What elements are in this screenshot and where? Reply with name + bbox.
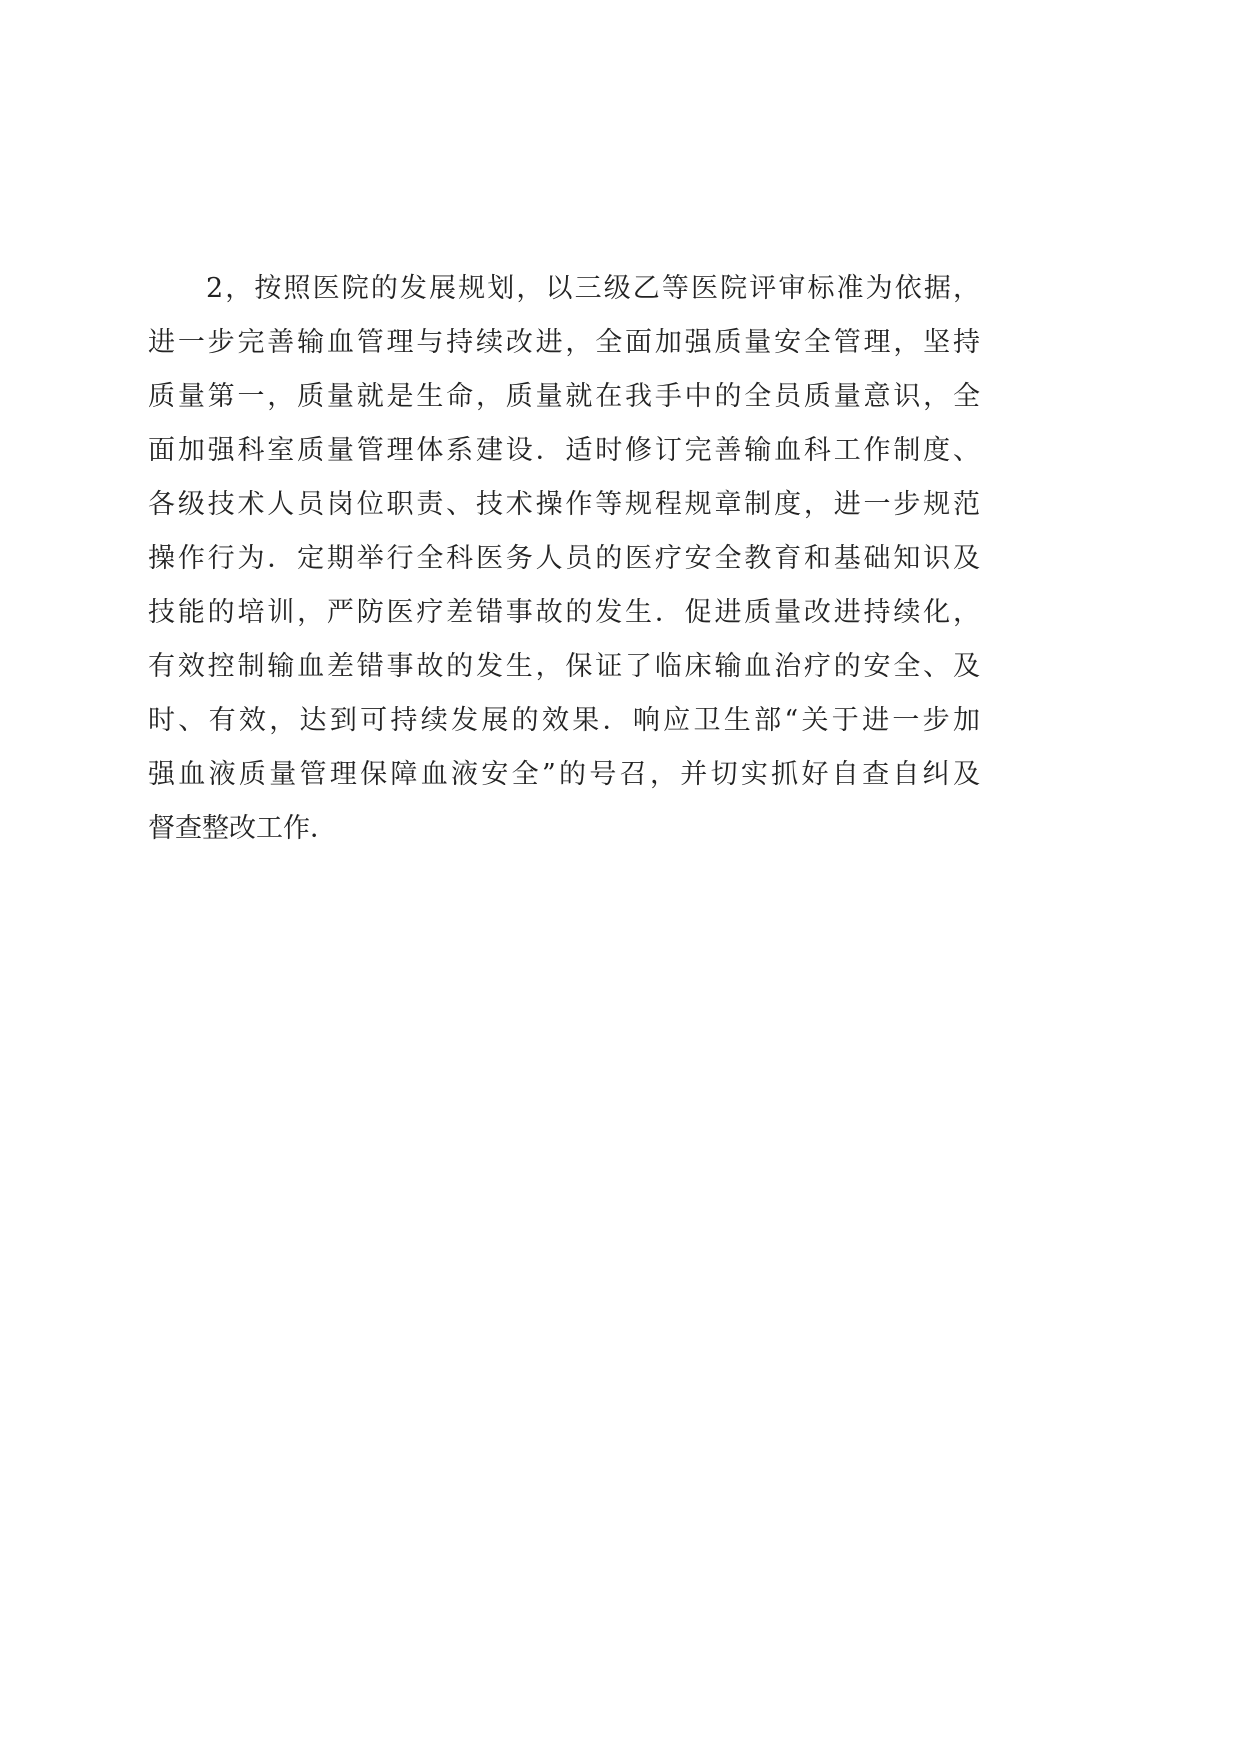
paragraph-line: 进一步完善输血管理与持续改进，全面加强质量安全管理，坚持 <box>148 327 980 358</box>
paragraph-line: 各级技术人员岗位职责、技术操作等规程规章制度，进一步规范 <box>148 489 980 520</box>
paragraph-line: 督查整改工作． <box>148 813 337 844</box>
paragraph-line: 时、有效，达到可持续发展的效果．响应卫生部“关于进一步加 <box>148 705 980 736</box>
paragraph-line: 技能的培训，严防医疗差错事故的发生．促进质量改进持续化， <box>148 597 980 628</box>
body-paragraph <box>148 262 980 856</box>
paragraph-line: 2，按照医院的发展规划，以三级乙等医院评审标准为依据， <box>206 273 980 304</box>
paragraph-line: 有效控制输血差错事故的发生，保证了临床输血治疗的安全、及 <box>148 651 980 682</box>
paragraph-line: 质量第一，质量就是生命，质量就在我手中的全员质量意识，全 <box>148 381 980 412</box>
paragraph-line: 面加强科室质量管理体系建设．适时修订完善输血科工作制度、 <box>148 435 980 466</box>
paragraph-line: 操作行为．定期举行全科医务人员的医疗安全教育和基础知识及 <box>148 543 980 574</box>
paragraph-line: 强血液质量管理保障血液安全”的号召，并切实抓好自查自纠及 <box>148 759 980 790</box>
